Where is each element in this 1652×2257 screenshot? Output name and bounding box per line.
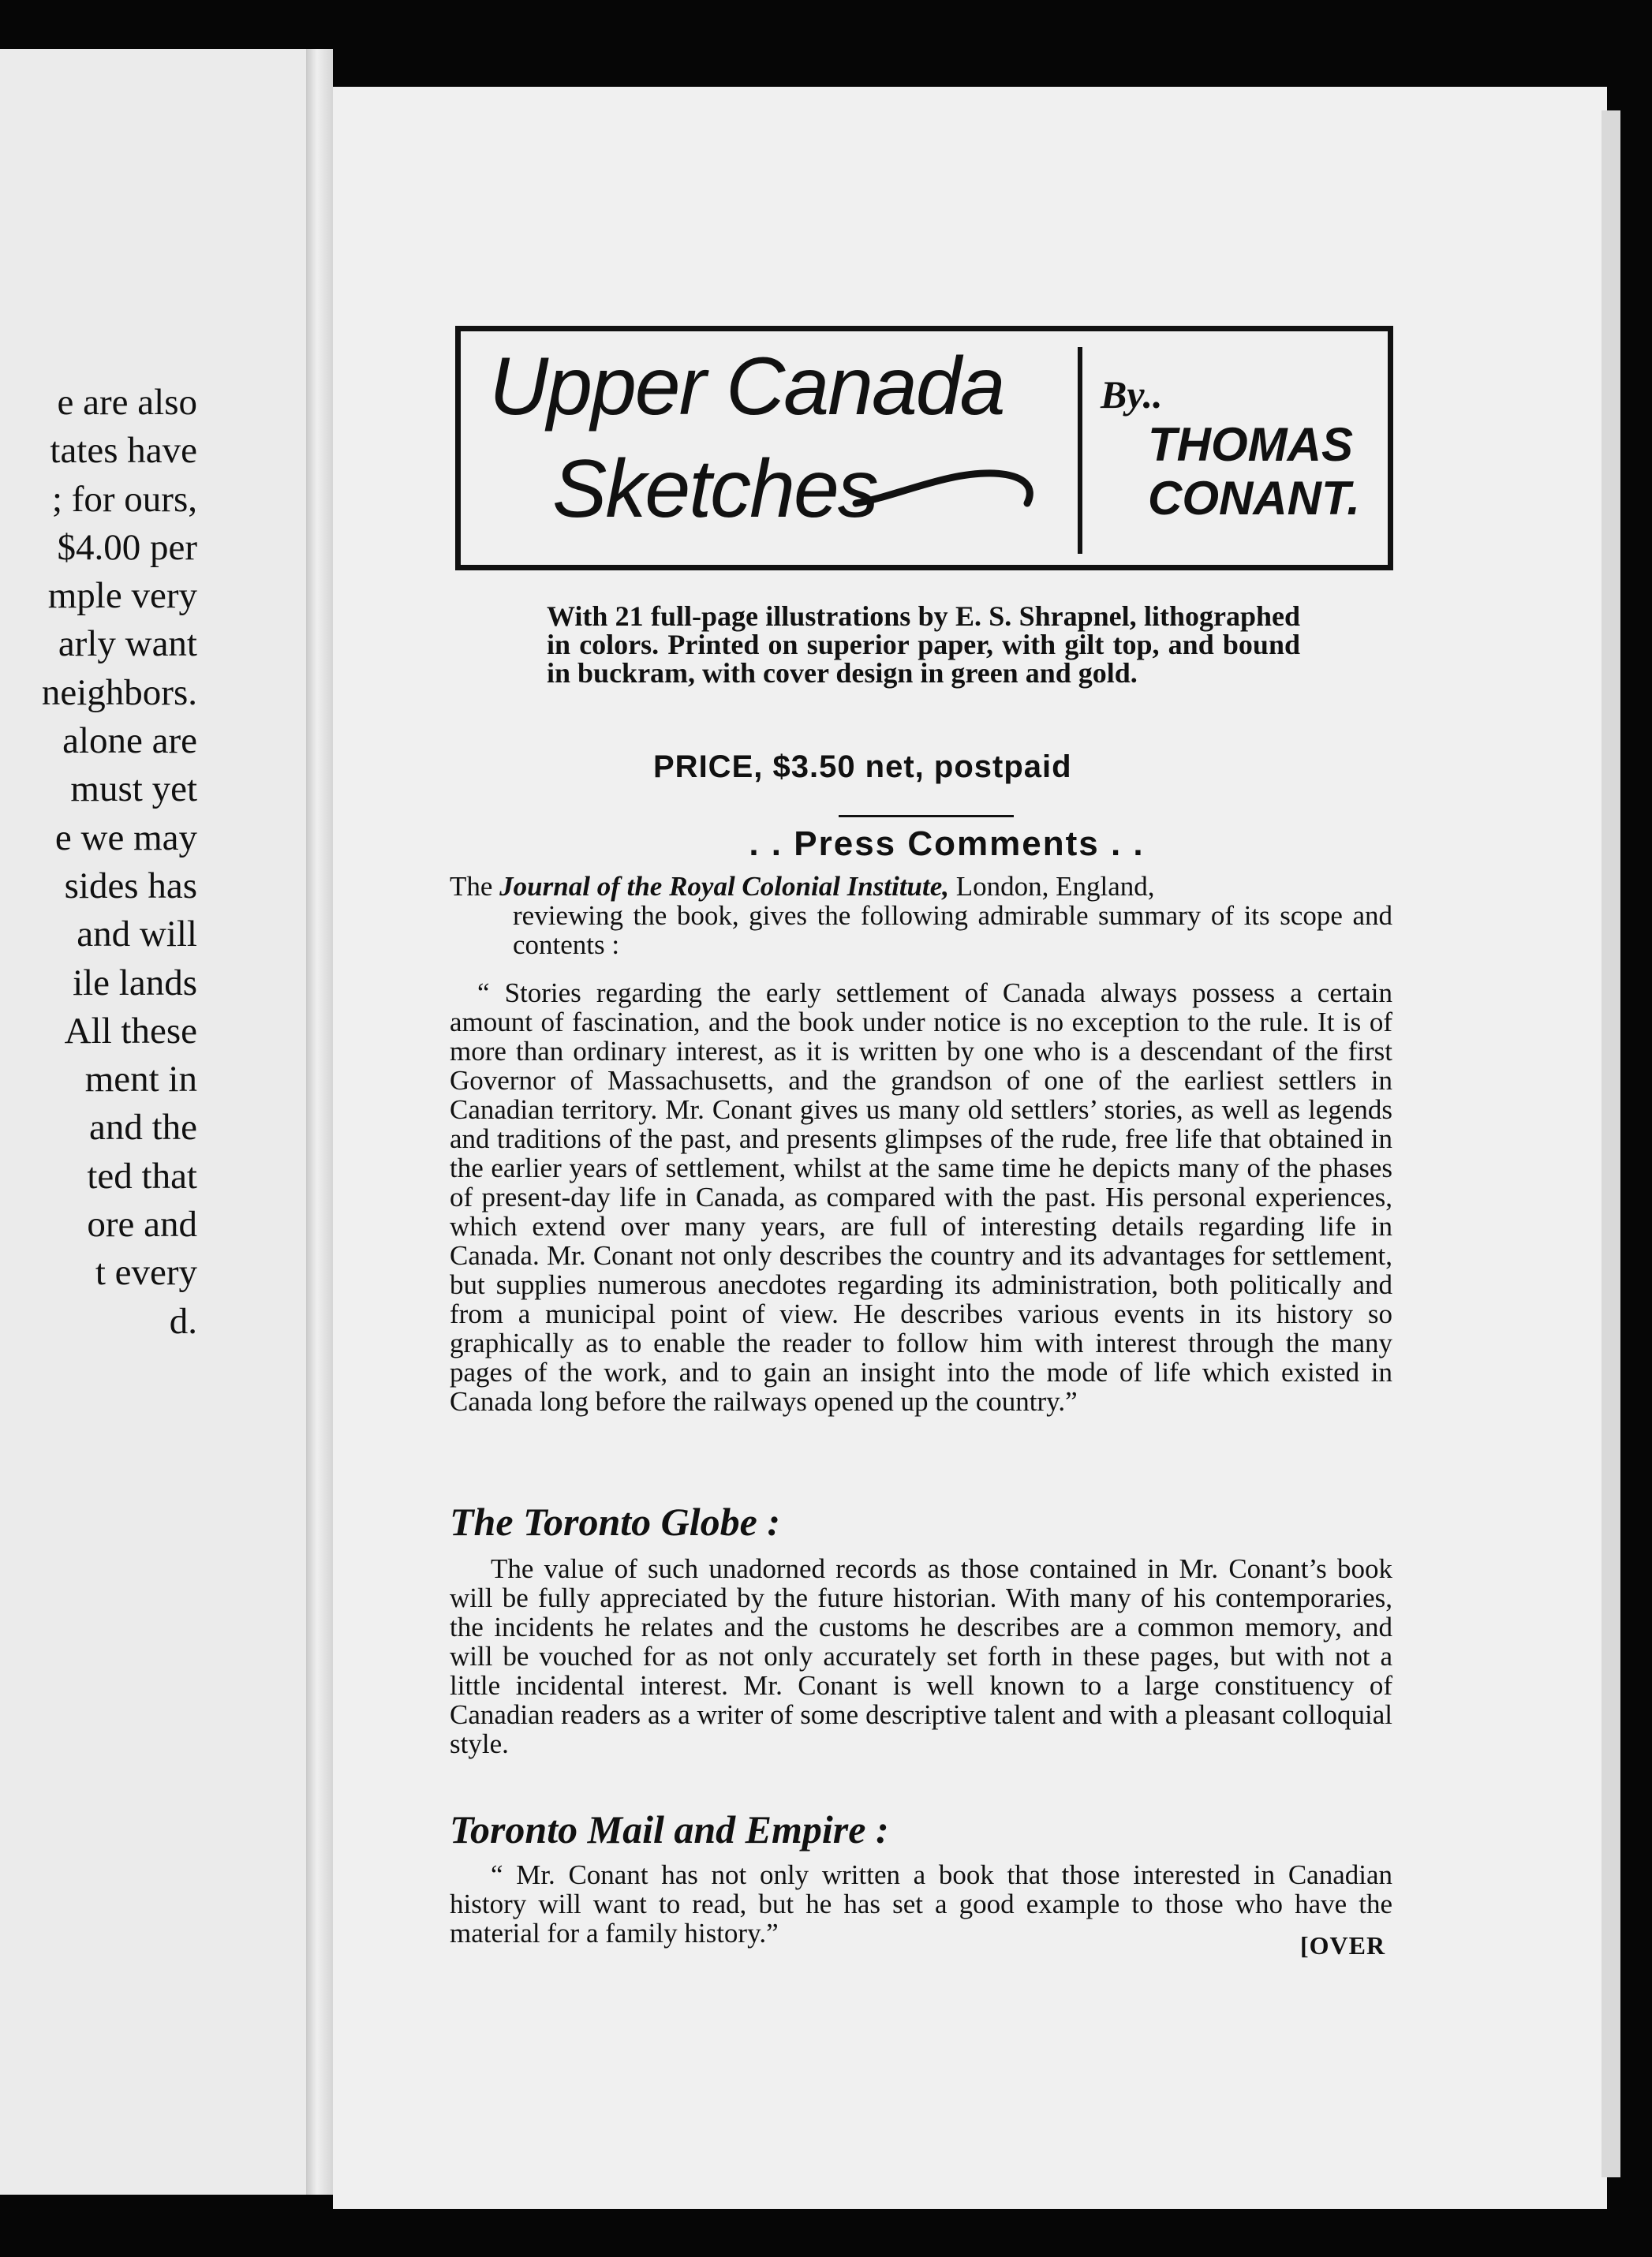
globe-review: The value of such unadorned records as those contained in Mr. Conant’s book will be fully appreciated by the future historian. With many of his contemporaries, the incidents he relates and the customs he describes are a common memory, and will be vouched for as not only accurately set forth in these pages, but with not a little incidental interest. Mr. Conant is well known to a large constituency of Canadian readers as a writer of some descriptive talent and with a pleasant colloquial style. bbox=[450, 1553, 1392, 1759]
title-line-1: Upper Canada bbox=[489, 341, 1004, 432]
press-comments-heading: . . Press Comments . . bbox=[749, 824, 1145, 863]
author-block bbox=[1101, 371, 1385, 525]
left-line: and the bbox=[88, 1107, 197, 1149]
divider-rule bbox=[839, 815, 1014, 817]
author-by: By.. bbox=[1101, 372, 1163, 417]
left-line: must yet bbox=[70, 768, 197, 810]
price: PRICE, $3.50 net, postpaid bbox=[653, 749, 1072, 784]
journal-name: Journal of the Royal Colonial Institute, bbox=[499, 871, 950, 902]
left-line: and will bbox=[77, 914, 197, 955]
left-line: ore and bbox=[87, 1204, 197, 1246]
journal-intro-continued: reviewing the book, gives the following admirable summary of its scope and contents : bbox=[513, 900, 1392, 960]
mail-heading: Toronto Mail and Empire : bbox=[450, 1807, 889, 1852]
left-line: arly want bbox=[58, 623, 197, 665]
title-line-2: Sketches bbox=[552, 443, 877, 535]
left-line: $4.00 per bbox=[57, 526, 197, 568]
title-divider bbox=[1078, 347, 1082, 554]
left-line: ile lands bbox=[73, 962, 197, 1003]
over-note: [OVER bbox=[1300, 1931, 1386, 1960]
mail-review: “ Mr. Conant has not only written a book that those interested in Canadian history will want to read, but he has set a good example to those who have the material for a family history.” bbox=[450, 1859, 1392, 1949]
journal-prefix: The bbox=[450, 871, 493, 902]
left-line: All these bbox=[64, 1010, 197, 1052]
journal-location: London, England, bbox=[955, 871, 1155, 902]
left-line: e are also bbox=[57, 382, 197, 423]
journal-review: “ Stories regarding the early settlement of Canada always possess a certain amount of fascination, and the book under notice is no exception to the rule. It is of more than ordinary interest, as it is written by one who is a descendant of the first Governor of Massachusetts, and the grandson of one of the earliest settlers in Canadian territory. Mr. Conant gives us many old settlers’ stories, as well as legends and traditions of the past, and presents glimpses of the rude, free life that obtained in the earlier years of settlement, whilst at the same time he depicts many of the phases of present-day life in Canada, as compared with the past. His personal experiences, which extend over many years, are full of interesting details regarding life in Canada. Mr. Conant not only describes the country and its advantages for settlement, but supplies numerous anecdotes regarding its administration, both politically and from a municipal point of view. He describes various events in its history so graphically as to enable the reader to follow him with interest through the many pages of the work, and to gain an insight into the mode of life which existed in Canada long before the railways opened up the country.” bbox=[450, 977, 1392, 1417]
author-name-line-2: CONANT. bbox=[1148, 472, 1360, 525]
left-line: ment in bbox=[84, 1059, 197, 1100]
left-line: neighbors. bbox=[41, 671, 197, 713]
left-page-text bbox=[0, 379, 197, 1346]
book-description: With 21 full-page illustrations by E. S. Shrapnel, lithographed in colors. Printed on superior paper, with gilt top, and bound in buckram, with cover design in green and gold. bbox=[547, 600, 1300, 689]
book-gutter bbox=[306, 49, 333, 2195]
left-line: alone are bbox=[62, 720, 197, 762]
flourish-ornament bbox=[852, 464, 1041, 519]
left-line: t every bbox=[95, 1252, 197, 1294]
left-line: ted that bbox=[87, 1155, 197, 1197]
page-edge bbox=[1602, 110, 1620, 2177]
globe-heading: The Toronto Globe : bbox=[450, 1500, 780, 1544]
left-line: mple very bbox=[47, 575, 197, 617]
left-line: e we may bbox=[54, 816, 197, 858]
left-line: ; for ours, bbox=[51, 478, 197, 520]
left-line: tates have bbox=[50, 430, 197, 472]
left-line: sides has bbox=[64, 865, 197, 906]
journal-intro bbox=[450, 872, 1392, 959]
left-line: d. bbox=[169, 1300, 197, 1342]
author-name-line-1: THOMAS bbox=[1148, 418, 1353, 471]
